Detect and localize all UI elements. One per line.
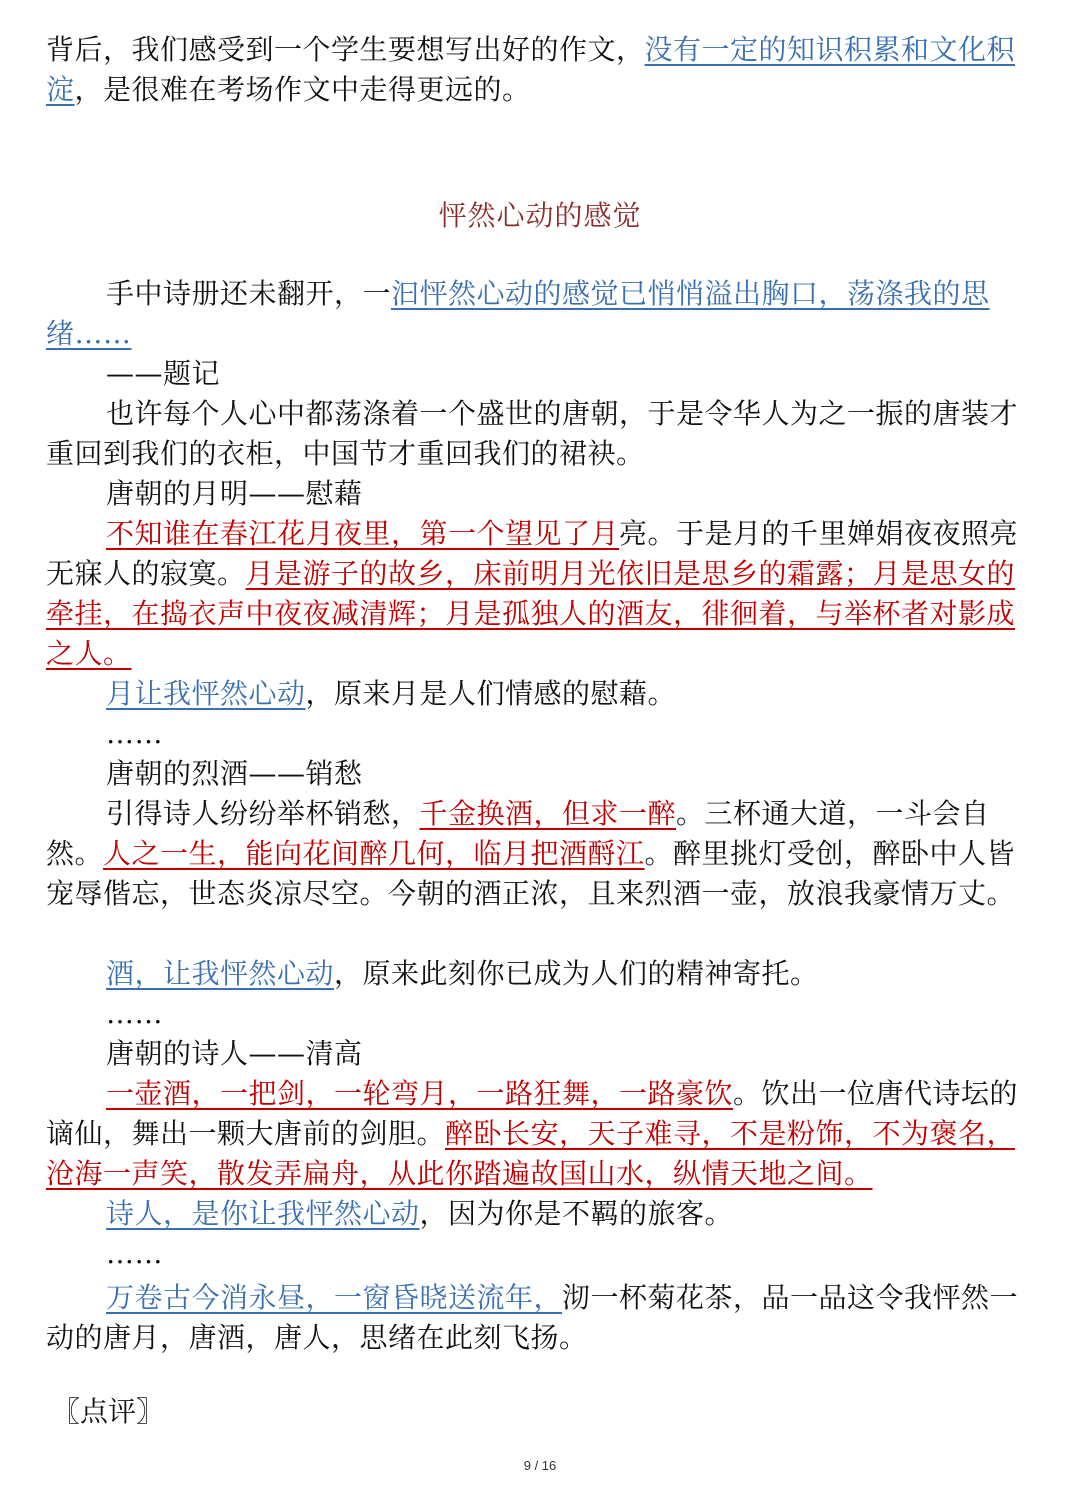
wine-text-3: 。醉里挑灯受创，醉卧中人皆宠辱偕忘，世态炎凉尽空。今朝的酒正浓，且来烈酒一壶，放浪我豪情万丈。 xyxy=(46,837,1016,910)
wine-quote-2: 人之一生，能向花间醉几何，临月把酒酹江 xyxy=(103,837,645,870)
section-poet-ellipsis: …… xyxy=(106,1237,163,1270)
wine-text-4: ，原来此刻你已成为人们的精神寄托。 xyxy=(334,957,819,990)
epigraph-highlight: 汩怦然心动的感觉已悄悄溢出胸口，荡涤我的思绪…… xyxy=(46,277,990,350)
section-moon-ellipsis: …… xyxy=(106,717,163,750)
epigraph-text: 手中诗册还未翻开，一 xyxy=(106,277,392,310)
comment-label: 〖点评〗 xyxy=(52,1395,165,1428)
moon-quote-1: 不知谁在春江花月夜里，第一个望见了月 xyxy=(106,517,620,550)
page-number: 9 / 16 xyxy=(523,1458,557,1473)
moon-highlight: 月让我怦然心动 xyxy=(106,677,306,710)
wine-highlight: 酒，让我怦然心动 xyxy=(106,957,335,990)
moon-quote-2: 月是游子的故乡，床前明月光依旧是思乡的霜露；月是思女的牵挂，在捣衣声中夜夜减清辉；月是孤独人的酒友，徘徊着，与举杯者对影成之人。 xyxy=(46,557,1016,670)
section-wine-ellipsis: …… xyxy=(106,997,163,1030)
poet-text-2: ，因为你是不羁的旅客。 xyxy=(419,1197,734,1230)
epigraph-paragraph xyxy=(46,274,1036,354)
poet-quote-2: 醉卧长安，天子难寻，不是粉饰，不为褒名，沧海一声笑，散发弄扁舟，从此你踏遍故国山水，纵情天地之间。 xyxy=(46,1117,1016,1190)
closing-highlight: 万卷古今消永昼，一窗昏晓送流年， xyxy=(106,1281,563,1314)
intro-paragraph xyxy=(46,30,1036,110)
moon-text-1: 亮。于是月的千里婵娟夜夜照亮无寐人的寂寞。 xyxy=(46,517,1019,590)
intro-highlight: 没有一定的知识积累和文化积淀 xyxy=(46,33,1016,106)
section-wine-paragraph xyxy=(46,794,1036,914)
section-poet-heading: 唐朝的诗人——清高 xyxy=(106,1037,363,1070)
essay-title: 怦然心动的感觉 xyxy=(438,199,642,232)
intro-text-2: ，是很难在考场作文中走得更远的。 xyxy=(74,73,531,106)
poet-text-1: 。饮出一位唐代诗坛的谪仙，舞出一颗大唐前的剑胆。 xyxy=(46,1077,1019,1150)
section-moon-paragraph xyxy=(46,514,1036,674)
wine-text-2: 。三杯通大道，一斗会自然。 xyxy=(46,797,990,870)
section-wine-heading: 唐朝的烈酒——销愁 xyxy=(106,757,363,790)
section-poet-paragraph xyxy=(46,1074,1036,1194)
closing-paragraph xyxy=(46,1278,1036,1358)
poet-quote-1: 一壶酒，一把剑，一轮弯月，一路狂舞，一路豪饮 xyxy=(106,1077,734,1110)
section-moon-conclusion xyxy=(46,674,1036,714)
poet-highlight: 诗人，是你让我怦然心动 xyxy=(106,1197,420,1230)
moon-text-2: ，原来月是人们情感的慰藉。 xyxy=(305,677,677,710)
section-poet-conclusion xyxy=(46,1194,1036,1234)
wine-quote-1: 千金换酒，但求一醉 xyxy=(419,797,677,830)
section-wine-conclusion xyxy=(46,954,1036,994)
epigraph-attribution: ——题记 xyxy=(106,357,221,390)
wine-text-1: 引得诗人纷纷举杯销愁， xyxy=(106,797,420,830)
section-moon-heading: 唐朝的月明——慰藉 xyxy=(106,477,363,510)
opening-paragraph: 也许每个人心中都荡涤着一个盛世的唐朝，于是令华人为之一振的唐装才重回到我们的衣柜，中国节才重回我们的裙袂。 xyxy=(46,397,1019,470)
intro-text-1: 背后，我们感受到一个学生要想写出好的作文， xyxy=(46,33,645,66)
closing-text: 沏一杯菊花茶，品一品这令我怦然一动的唐月，唐酒，唐人，思绪在此刻飞扬。 xyxy=(46,1281,1019,1354)
